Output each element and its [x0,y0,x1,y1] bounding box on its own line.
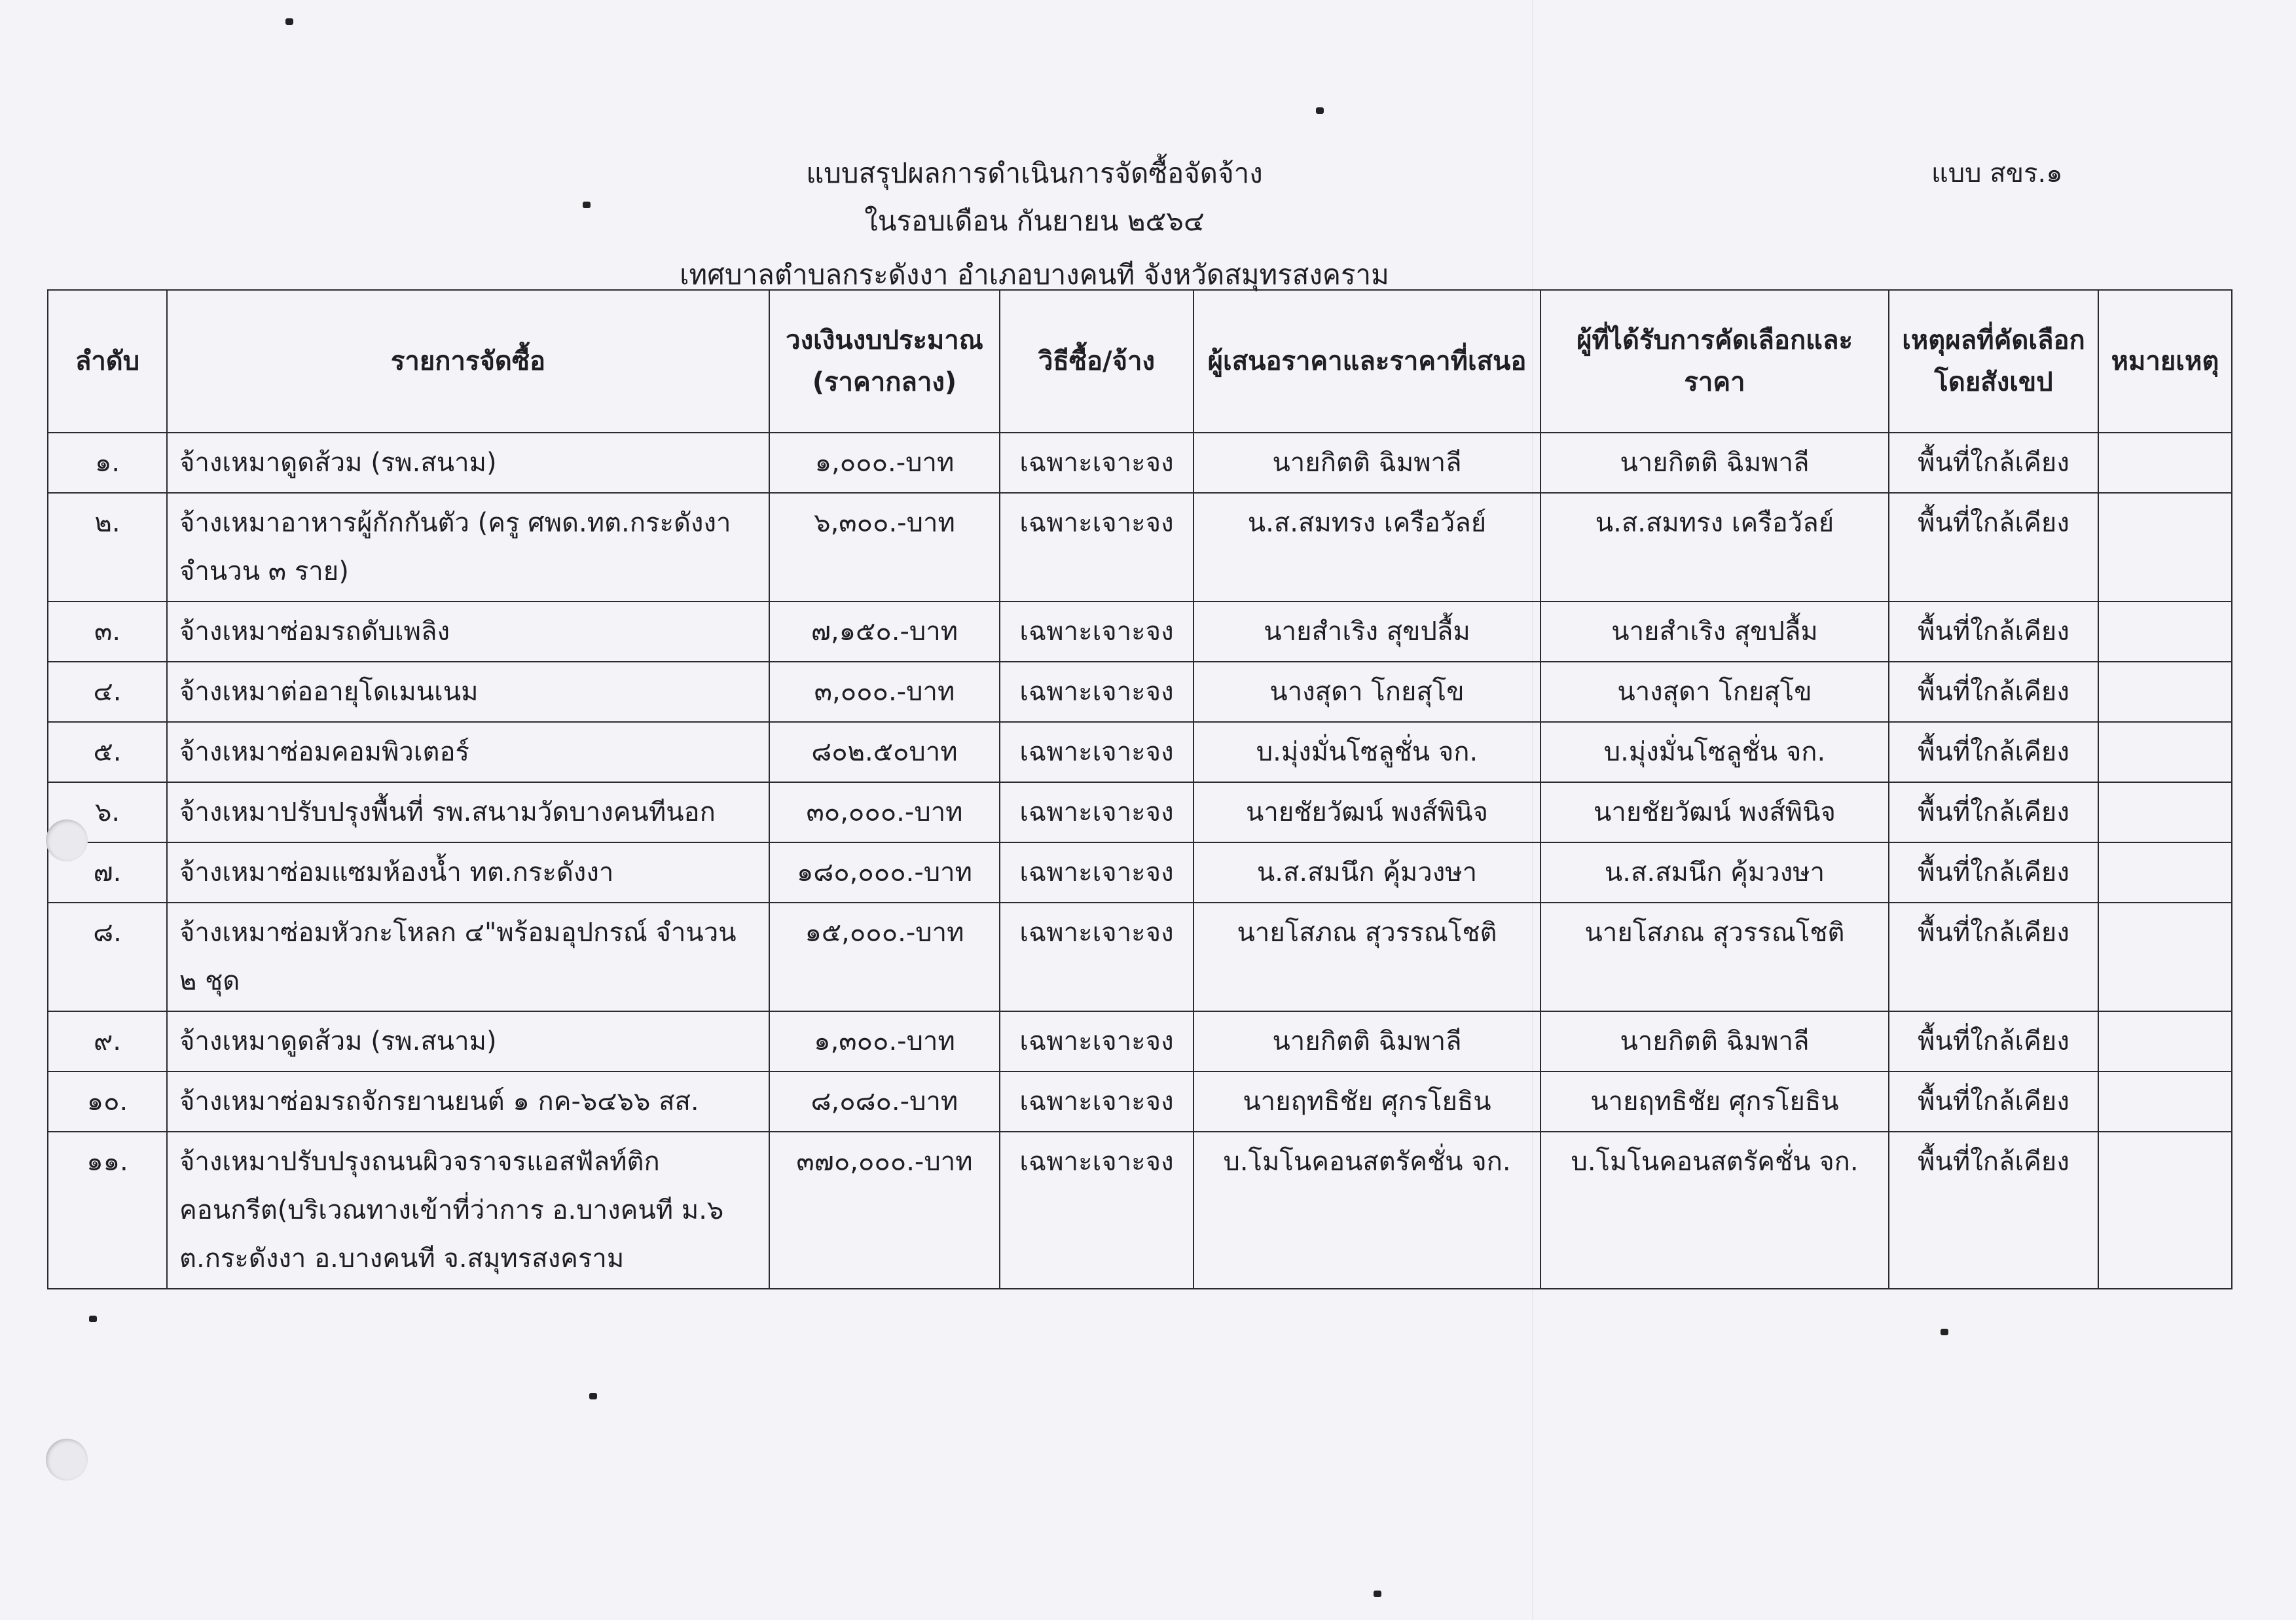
table-row [48,1011,2232,1071]
cell-method: เฉพาะเจาะจง [1000,1071,1194,1132]
cell-no: ๑๑. [48,1132,167,1289]
cell-no: ๑๐. [48,1071,167,1132]
cell-no: ๗. [48,842,167,903]
cell-bidder: น.ส.สมทรง เครือวัลย์ [1194,493,1540,602]
cell-item: จ้างเหมาปรับปรุงพื้นที่ รพ.สนามวัดบางคนทีนอก [167,782,769,842]
cell-note [2098,1071,2232,1132]
cell-budget: ๑๘๐,๐๐๐.-บาท [769,842,1000,903]
cell-no: ๑. [48,433,167,493]
cell-reason: พื้นที่ใกล้เคียง [1889,493,2098,602]
cell-no: ๓. [48,602,167,662]
cell-note [2098,602,2232,662]
table-row [48,493,2232,602]
cell-item: จ้างเหมาปรับปรุงถนนผิวจราจรแอสฟัลท์ติก คอนกรีต(บริเวณทางเข้าที่ว่าการ อ.บางคนที ม.๖ ต.กระดังงา อ.บางคนที จ.สมุทรสงคราม [167,1132,769,1289]
table-header-row [48,290,2232,433]
cell-winner: นายชัยวัฒน์ พงส์พินิจ [1540,782,1889,842]
cell-reason: พื้นที่ใกล้เคียง [1889,602,2098,662]
scan-speck [583,202,591,208]
cell-winner: บ.มุ่งมั่นโซลูชั่น จก. [1540,722,1889,782]
cell-no: ๘. [48,903,167,1011]
procurement-table [47,289,2232,1289]
scan-speck [1374,1591,1381,1597]
scan-speck [89,1316,97,1322]
cell-winner: บ.โมโนคอนสตรัคชั่น จก. [1540,1132,1889,1289]
cell-budget: ๗,๑๕๐.-บาท [769,602,1000,662]
cell-budget: ๓๐,๐๐๐.-บาท [769,782,1000,842]
cell-bidder: นายกิตติ ฉิมพาลี [1194,1011,1540,1071]
cell-reason: พื้นที่ใกล้เคียง [1889,1071,2098,1132]
form-code: แบบ สขร.๑ [1931,158,2063,189]
scan-speck [285,18,293,25]
punch-hole [46,1439,88,1481]
col-header-item: รายการจัดซื้อ [167,290,769,433]
col-header-budget: วงเงินงบประมาณ (ราคากลาง) [769,290,1000,433]
cell-note [2098,782,2232,842]
cell-budget: ๑๕,๐๐๐.-บาท [769,903,1000,1011]
cell-reason: พื้นที่ใกล้เคียง [1889,903,2098,1011]
cell-bidder: นายโสภณ สุวรรณโชติ [1194,903,1540,1011]
col-header-bidder: ผู้เสนอราคาและราคาที่เสนอ [1194,290,1540,433]
cell-method: เฉพาะเจาะจง [1000,1011,1194,1071]
cell-method: เฉพาะเจาะจง [1000,662,1194,722]
cell-note [2098,433,2232,493]
cell-budget: ๑,๓๐๐.-บาท [769,1011,1000,1071]
table-row [48,602,2232,662]
cell-reason: พื้นที่ใกล้เคียง [1889,433,2098,493]
cell-budget: ๓,๐๐๐.-บาท [769,662,1000,722]
cell-note [2098,1011,2232,1071]
cell-note [2098,903,2232,1011]
cell-no: ๔. [48,662,167,722]
cell-method: เฉพาะเจาะจง [1000,602,1194,662]
cell-no: ๕. [48,722,167,782]
col-header-reason: เหตุผลที่คัดเลือกโดยสังเขป [1889,290,2098,433]
cell-no: ๖. [48,782,167,842]
col-header-note: หมายเหตุ [2098,290,2232,433]
punch-hole [46,819,88,861]
cell-method: เฉพาะเจาะจง [1000,842,1194,903]
cell-item: จ้างเหมาซ่อมรถดับเพลิง [167,602,769,662]
cell-method: เฉพาะเจาะจง [1000,722,1194,782]
cell-bidder: นายกิตติ ฉิมพาลี [1194,433,1540,493]
cell-bidder: บ.มุ่งมั่นโซลูชั่น จก. [1194,722,1540,782]
cell-reason: พื้นที่ใกล้เคียง [1889,842,2098,903]
table-row [48,433,2232,493]
cell-no: ๒. [48,493,167,602]
cell-method: เฉพาะเจาะจง [1000,1132,1194,1289]
document-title: แบบสรุปผลการดำเนินการจัดซื้อจัดจ้าง [806,157,1263,189]
table-row [48,842,2232,903]
table-row [48,662,2232,722]
col-header-no: ลำดับ [48,290,167,433]
cell-bidder: นายชัยวัฒน์ พงส์พินิจ [1194,782,1540,842]
reporting-period: ในรอบเดือน กันยายน ๒๕๖๔ [864,205,1205,237]
cell-item: จ้างเหมาอาหารผู้กักกันตัว (ครู ศพด.ทต.กระดังงา จำนวน ๓ ราย) [167,493,769,602]
cell-winner: น.ส.สมทรง เครือวัลย์ [1540,493,1889,602]
cell-method: เฉพาะเจาะจง [1000,782,1194,842]
cell-budget: ๘,๐๘๐.-บาท [769,1071,1000,1132]
table-row [48,722,2232,782]
cell-no: ๙. [48,1011,167,1071]
cell-item: จ้างเหมาต่ออายุโดเมนเนม [167,662,769,722]
cell-winner: น.ส.สมนึก คุ้มวงษา [1540,842,1889,903]
cell-budget: ๓๗๐,๐๐๐.-บาท [769,1132,1000,1289]
col-header-winner: ผู้ที่ได้รับการคัดเลือกและราคา [1540,290,1889,433]
cell-method: เฉพาะเจาะจง [1000,433,1194,493]
cell-note [2098,662,2232,722]
table-row [48,1071,2232,1132]
cell-reason: พื้นที่ใกล้เคียง [1889,662,2098,722]
cell-reason: พื้นที่ใกล้เคียง [1889,722,2098,782]
cell-item: จ้างเหมาซ่อมแซมห้องน้ำ ทต.กระดังงา [167,842,769,903]
table-row [48,782,2232,842]
cell-note [2098,722,2232,782]
cell-note [2098,842,2232,903]
cell-bidder: บ.โมโนคอนสตรัคชั่น จก. [1194,1132,1540,1289]
cell-winner: นายสำเริง สุขปลื้ม [1540,602,1889,662]
col-header-method: วิธีซื้อ/จ้าง [1000,290,1194,433]
cell-budget: ๘๐๒.๕๐บาท [769,722,1000,782]
cell-method: เฉพาะเจาะจง [1000,903,1194,1011]
agency-name: เทศบาลตำบลกระดังงา อำเภอบางคนที จังหวัดสมุทรสงคราม [680,259,1389,291]
cell-bidder: นายฤทธิชัย ศุกรโยธิน [1194,1071,1540,1132]
cell-note [2098,493,2232,602]
cell-item: จ้างเหมาดูดส้วม (รพ.สนาม) [167,433,769,493]
scan-speck [1316,107,1324,114]
cell-bidder: นายสำเริง สุขปลื้ม [1194,602,1540,662]
cell-bidder: น.ส.สมนึก คุ้มวงษา [1194,842,1540,903]
cell-item: จ้างเหมาซ่อมคอมพิวเตอร์ [167,722,769,782]
cell-budget: ๖,๓๐๐.-บาท [769,493,1000,602]
cell-winner: นายโสภณ สุวรรณโชติ [1540,903,1889,1011]
cell-item: จ้างเหมาซ่อมรถจักรยานยนต์ ๑ กค-๖๔๖๖ สส. [167,1071,769,1132]
cell-reason: พื้นที่ใกล้เคียง [1889,1011,2098,1071]
cell-reason: พื้นที่ใกล้เคียง [1889,1132,2098,1289]
cell-item: จ้างเหมาซ่อมหัวกะโหลก ๔"พร้อมอุปกรณ์ จำนวน ๒ ชุด [167,903,769,1011]
cell-winner: นางสุดา โกยสุโข [1540,662,1889,722]
table-row [48,903,2232,1011]
cell-winner: นายฤทธิชัย ศุกรโยธิน [1540,1071,1889,1132]
cell-method: เฉพาะเจาะจง [1000,493,1194,602]
scan-speck [1941,1329,1948,1335]
cell-reason: พื้นที่ใกล้เคียง [1889,782,2098,842]
cell-bidder: นางสุดา โกยสุโข [1194,662,1540,722]
cell-winner: นายกิตติ ฉิมพาลี [1540,433,1889,493]
cell-winner: นายกิตติ ฉิมพาลี [1540,1011,1889,1071]
scan-speck [589,1393,597,1399]
table-row [48,1132,2232,1289]
cell-note [2098,1132,2232,1289]
cell-budget: ๑,๐๐๐.-บาท [769,433,1000,493]
cell-item: จ้างเหมาดูดส้วม (รพ.สนาม) [167,1011,769,1071]
